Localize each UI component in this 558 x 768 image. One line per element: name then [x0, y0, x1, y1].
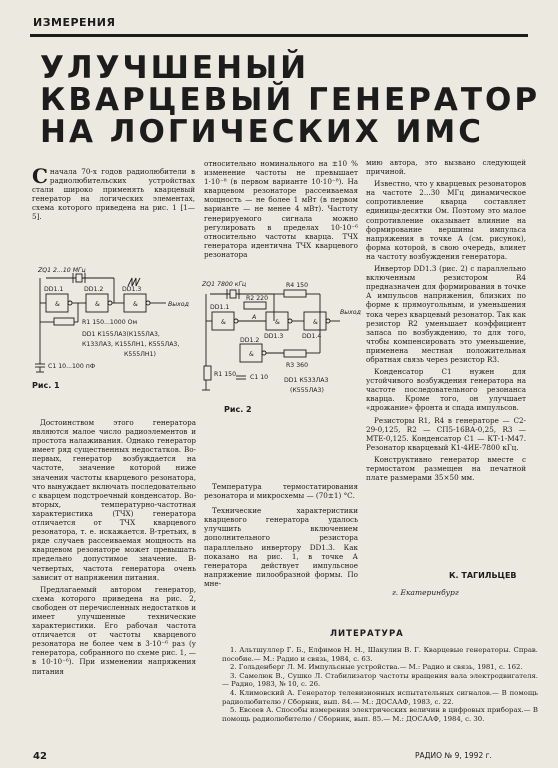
svg-text:&: & — [95, 301, 100, 308]
fig2-label: (К555ЛА3) — [290, 387, 324, 394]
references-title: ЛИТЕРАТУРА — [330, 629, 404, 639]
title-line: УЛУЧШЕНЫЙ — [40, 50, 310, 86]
fig2-label: DD1.4 — [302, 333, 322, 340]
svg-text:&: & — [221, 319, 226, 326]
fig2-label: R3 360 — [286, 362, 309, 369]
fig2-label: R2 220 — [246, 295, 269, 302]
fig1-label: DD1 К155ЛА3(К155ЛА3, — [82, 331, 160, 338]
fig1-label: ZQ1 2...10 МГц — [38, 267, 86, 274]
reference-item: 2. Гольденберг Л. М. Импульсные устройства.— М.: Радио и связь, 1981, с. 162. — [230, 663, 523, 672]
output-label: Выход — [340, 309, 361, 316]
resistor-r2 — [244, 302, 266, 309]
issue-info: РАДИО № 9, 1992 г. — [415, 751, 492, 760]
gate-dd1-4 — [304, 312, 330, 330]
column-3-body — [366, 158, 526, 485]
svg-text:&: & — [55, 301, 60, 308]
fig1-label: R1 150...1000 Ом — [82, 319, 138, 326]
gate-dd1-3 — [266, 312, 292, 330]
paragraph: Технические характеристики кварцевого генератора удалось улучшить включением дополнительного резистора параллельно инвертору DD1.3. Как показано на рис. 1, в точке А генератора действует импульсное напряжение пилообразной формы. По мне- — [204, 506, 358, 588]
title-line: КВАРЦЕВЫЙ ГЕНЕРАТОР — [40, 82, 541, 118]
quartz-crystal — [230, 290, 236, 298]
gate-dd1-1 — [46, 294, 72, 312]
gate-dd1-1 — [212, 312, 238, 330]
column-2-body — [204, 482, 358, 591]
svg-text:&: & — [275, 319, 280, 326]
output-label: Выход — [168, 301, 189, 308]
resistor-r1 — [54, 318, 74, 325]
intro-text: начала 70-х годов радиолюбители в радиолюбительских устройствах стали широко применять кварцевый генератор на логических элементах, схема которого приведена на рис. 1 [1—5]. — [32, 167, 195, 222]
author-name: К. ТАГИЛЬЦЕВ — [449, 571, 517, 580]
paragraph: Достоинством этого генератора являются малое число радиоэлементов и простота налаживания. Однако генератор имеет ряд существенных недостатков. Во-первых, генератор возбуждается на частоте, значение которой ниже значения частоты кварцевого резонатора, что вынуждает включать последовательно с кварцем подстроечный конденсатор. Во-вторых, температурно-частотная характеристика (ТЧХ) генератора отличается от ТЧХ кварцевого резонатора, т. е. искажается. В-третьих, в ряде случаев рассеиваемая мощность на кварцевом резонаторе может превышать предельно допустимое значение. В-четвертых, частота генератора очень зависит от напряжения питания. — [32, 418, 196, 582]
paragraph: Конденсатор C1 нужен для устойчивого возбуждения генератора на частоте последовательного резонанса кварца. Кроме того, он улучшает «дрожание» фронта и спада импульсов. — [366, 367, 526, 413]
sawtooth-waveform — [128, 278, 140, 286]
article-title — [40, 50, 541, 150]
page-number: 42 — [33, 751, 47, 762]
paragraph: Резисторы R1, R4 в генераторе — С2-29-0,125, R2 — СП5-16ВА-0,25, R3 — МТЕ-0,125. Конденсатор C1 — КТ-1-М47. Резонатор кварцевый К1-4ИЕ-7800 кГц. — [366, 415, 526, 452]
figure-1-caption: Рис. 1 — [32, 381, 60, 390]
svg-text:&: & — [249, 351, 254, 358]
fig2-label: ZQ1 7800 кГц — [202, 281, 247, 288]
fig1-label: К133ЛА3, К155ЛН1, К555ЛА3, — [82, 341, 180, 348]
intro-paragraph — [32, 164, 195, 222]
reference-item: 3. Самелюк В., Сушко Л. Стабилизатор частоты вращения вала электродвигателя.— Радио, 1983, № 10, с. 26. — [222, 671, 538, 689]
figure-1-schematic — [32, 264, 202, 392]
quartz-crystal — [46, 273, 114, 283]
fig1-label: DD1.1 — [44, 286, 64, 293]
figure-2-schematic — [200, 278, 362, 418]
svg-text:&: & — [133, 301, 138, 308]
resistor-r3 — [284, 350, 306, 357]
fig2-label: R4 150 — [286, 282, 309, 289]
fig2-label: R1 150 — [214, 371, 237, 378]
dropcap: С — [32, 164, 48, 188]
resistor-r1 — [204, 366, 211, 380]
paragraph: Предлагаемый автором генератор, схема которого приведена на рис. 2, свободен от перечисленных недостатков и имеет улучшенные технические характеристики. Его рабочая частота отличается от частоты кварцевого резонатора не более чем в 3·10⁻⁶ раз (у генератора, собранного по схеме рис. 1, — в 10·10⁻⁶). При изменении напряжения питания — [32, 584, 196, 676]
paragraph: относительно номинального на ±10 % изменение частоты не превышает 1·10⁻⁸ (в первом варианте 10·10⁻⁸). На кварцевом резонаторе рассеиваемая мощность — не более 1 мВт (в первом варианте — не менее 4 мВт). Частоту генерируемого сигнала можно регулировать в пределах 10·10⁻⁶ относительно частоты кварца. ТЧХ генератора идентична ТЧХ кварцевого резонатора — [204, 159, 358, 259]
fig1-label: DD1.3 — [122, 286, 142, 293]
fig2-label: DD1.1 — [210, 304, 230, 311]
references-list — [222, 646, 538, 723]
paragraph: Инвертор DD1.3 (рис. 2) с параллельно включенным резистором R4 предназначен для формирования в точке А импульсов напряжения, близких по форме к прямоугольным, и уменьшения тока через кварцевый резонатор. Так как резистор R2 уменьшает коэффициент запаса по возбуждению, то для того, чтобы компенсировать это уменьшение, применена местная положительная обратная связь через резистор R3. — [366, 264, 526, 364]
resistor-r4 — [284, 290, 306, 297]
reference-item: 5. Евсеев А. Способы измерения электрических величин в цифровых приборах.— В помощь радиолюбителю / Сборник, вып. 85.— М.: ДОСААФ, 1984, с. 30. — [222, 706, 538, 723]
svg-text:&: & — [313, 319, 318, 326]
point-a-label: A — [252, 314, 257, 321]
paragraph: Конструктивно генератор вместе с термостатом размещен на печатной плате размерами 35×50 мм. — [366, 454, 526, 483]
section-header: ИЗМЕРЕНИЯ — [33, 16, 116, 29]
fig1-label: DD1.2 — [84, 286, 104, 293]
column-2-top — [204, 159, 358, 262]
column-1-body — [32, 418, 196, 679]
figure-2-caption: Рис. 2 — [224, 405, 252, 414]
fig2-label: DD1.2 — [240, 337, 260, 344]
fig1-label: К555ЛН1) — [124, 351, 156, 358]
fig2-label: DD1.3 — [264, 333, 284, 340]
gate-dd1-3 — [124, 294, 150, 312]
paragraph: Температура термостатирования резонатора и микросхемы — (70±1) °С. — [204, 482, 358, 501]
author-city: г. Екатеринбург — [392, 588, 459, 597]
reference-item: 1. Альтшуллер Г. Б., Елфимов Н. Н., Шакулин В. Г. Кварцевые генераторы. Справ. пособие.— М.: Радио и связь, 1984, с. 63. — [222, 646, 538, 663]
title-line: НА ЛОГИЧЕСКИХ ИМС — [40, 114, 485, 150]
paragraph: мию автора, это вызвано следующей причиной. — [366, 158, 526, 177]
reference-item: 4. Климовский А. Генератор телевизионных испытательных сигналов.— В помощь радиолюбителю / Сборник, вып. 84.— М.: ДОСААФ, 1983, с. 22. — [222, 688, 538, 706]
gate-dd1-2 — [86, 294, 112, 312]
fig1-label: C1 10...100 пФ — [48, 363, 96, 370]
gate-dd1-2 — [240, 344, 266, 362]
header-rule — [30, 34, 528, 37]
fig2-label: C1 10 — [250, 374, 269, 381]
fig2-label: DD1 К533ЛА3 — [284, 377, 329, 384]
paragraph: Известно, что у кварцевых резонаторов на частоте 2...30 МГц динамическое сопротивление кварца составляет единицы-десятки Ом. Поэтому это малое сопротивление оказывает влияние на формирование вершины импульса напряжения в точке А (см. рисунок), форма которой, в свою очередь, влияет на частоту возбуждения генератора. — [366, 179, 526, 261]
